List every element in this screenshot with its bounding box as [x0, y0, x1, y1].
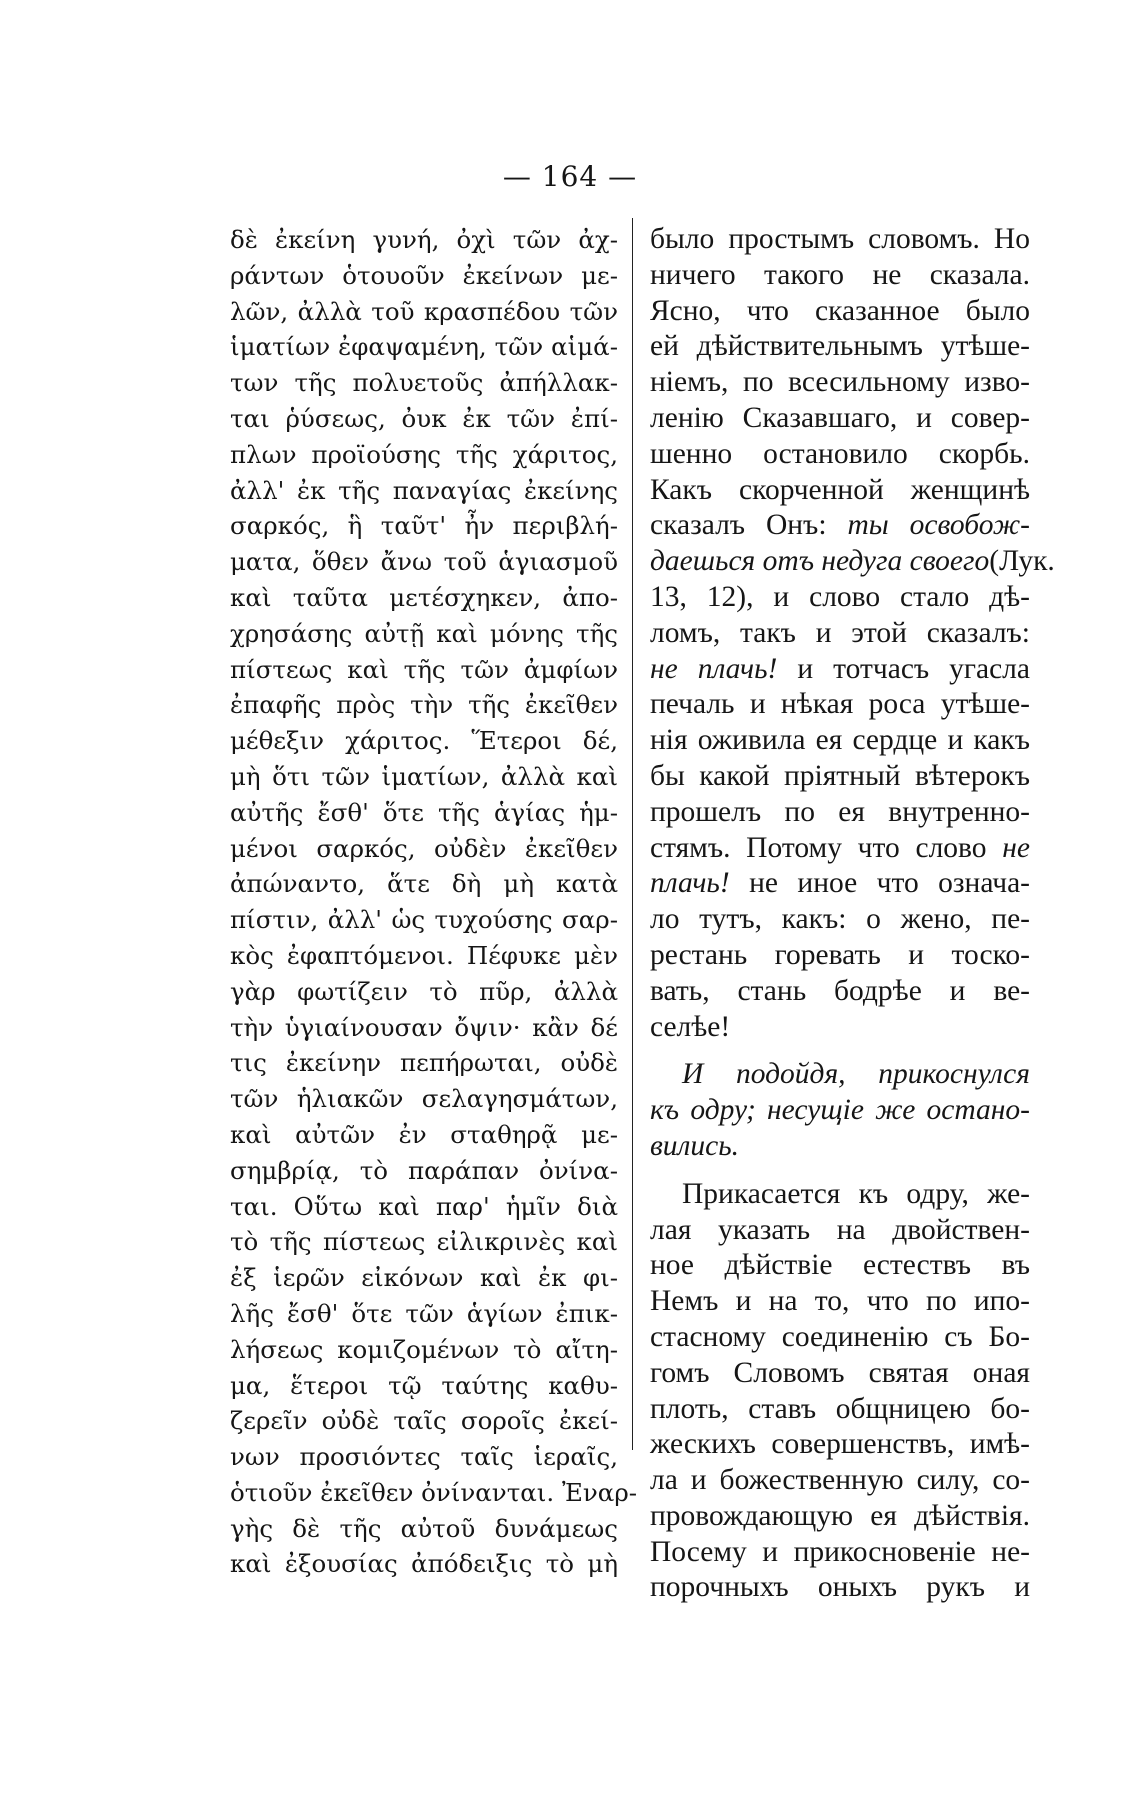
text-line: провождающую ея дѣйствія.: [650, 1499, 1030, 1532]
text-line: τις ἐκείνην πεπήρωται, οὐδὲ: [230, 1048, 618, 1078]
text-line: бы какой пріятный вѣтерокъ: [650, 759, 1030, 792]
russian-column: [650, 222, 1055, 1606]
text-line: λῆς ἔσθ' ὅτε τῶν ἁγίων ἐπικ-: [230, 1298, 618, 1328]
text-line: ло тутъ, какъ: о жено, пе-: [650, 903, 1030, 936]
text-line: шенно остановило скорбь.: [650, 437, 1030, 470]
text-line: λήσεως κομιζομένων τὸ αἴτη-: [230, 1334, 618, 1364]
text-line: селѣе!: [650, 1010, 731, 1043]
greek-column: [230, 222, 638, 1582]
text-line: [650, 652, 1030, 688]
text-line: τὴν ὑγιαίνουσαν ὄψιν· κἂν δέ: [230, 1012, 618, 1042]
text-line: ніемъ, по всесильному изво-: [650, 366, 1030, 399]
text-line: ται. Οὕτω καὶ παρ' ἡμῖν διὰ: [230, 1191, 618, 1221]
text-line: гомъ Словомъ святая оная: [650, 1356, 1030, 1389]
text-line: ὁτιοῦν ἐκεῖθεν ὀνίνανται. Ἐναρ-: [230, 1477, 638, 1507]
text-line: χρησάσης αὐτῇ καὶ μόνης τῆς: [230, 618, 618, 648]
text-run: и тотчасъ угасла: [797, 652, 1030, 685]
text-line: καὶ ταῦτα μετέσχηκεν, ἀπο-: [230, 582, 618, 612]
text-line: γὴς δὲ τῆς αὐτοῦ δυνάμεως: [230, 1513, 618, 1543]
italic-quote: не плачь!: [650, 652, 778, 685]
column-divider: [632, 218, 633, 1450]
text-line: πίστεως καὶ τῆς τῶν ἀμφίων: [230, 654, 618, 684]
text-line: σημβρίᾳ, τὸ παράπαν ὀνίνα-: [230, 1155, 618, 1185]
text-run: не иное что означа-: [749, 867, 1030, 900]
text-line: πίστιν, ἀλλ' ὡς τυχούσης σαρ-: [230, 905, 618, 935]
text-line: Ясно, что сказанное было: [650, 294, 1030, 327]
text-line: καὶ αὐτῶν ἐν σταθηρᾷ με-: [230, 1119, 618, 1149]
text-line: ленію Сказавшаго, и совер-: [650, 401, 1030, 434]
text-line: ломъ, такъ и этой сказалъ:: [650, 616, 1030, 649]
italic-quote: не: [1002, 831, 1031, 864]
italic-quote: даешься отъ недуга своего: [650, 545, 990, 578]
text-line: Какъ скорченной женщинѣ: [650, 473, 1030, 506]
text-line: ное дѣйствіе естествъ въ: [650, 1249, 1030, 1282]
text-line: [650, 544, 1055, 580]
text-line: Немъ и на то, что по ипо-: [650, 1285, 1030, 1318]
text-line: ей дѣйствительнымъ утѣше-: [650, 330, 1030, 363]
text-line: τὸ τῆς πίστεως εἰλικρινὲς καὶ: [230, 1227, 618, 1257]
paragraph-gap: [650, 1165, 1030, 1177]
text-line: νων προσιόντες ταῖς ἱεραῖς,: [230, 1442, 618, 1472]
text-line: ничего такого не сказала.: [650, 258, 1030, 291]
text-line: αὐτῆς ἔσθ' ὅτε τῆς ἁγίας ἡμ-: [230, 797, 618, 827]
text-line: [650, 866, 1030, 902]
text-line: γὰρ φωτίζειν τὸ πῦρ, ἀλλὰ: [230, 976, 618, 1006]
text-line: вать, стань бодрѣе и ве-: [650, 974, 1030, 1007]
text-line: жескихъ совершенствъ, имѣ-: [650, 1428, 1030, 1461]
text-line: порочныхъ оныхъ рукъ и: [650, 1571, 1030, 1604]
text-line: нія оживила ея сердце и какъ: [650, 724, 1030, 757]
text-line: τῶν ἡλιακῶν σελαγησμάτων,: [230, 1084, 618, 1114]
text-line: σαρκός, ἣ ταῦτ' ἦν περιβλή-: [230, 511, 618, 541]
text-line: [650, 831, 1030, 867]
text-line: печаль и нѣкая роса утѣше-: [650, 688, 1030, 721]
text-line: μένοι σαρκός, οὐδὲν ἐκεῖθεν: [230, 833, 618, 863]
text-line: [650, 508, 1030, 544]
text-run: стямъ. Потому что слово: [650, 831, 987, 864]
text-line: δὲ ἐκείνη γυνή, ὀχὶ τῶν ἀχ-: [230, 225, 618, 254]
scripture-reference: (Лук.: [989, 545, 1055, 578]
text-line: лая указать на двойствен-: [650, 1213, 1030, 1246]
gospel-verse-line: И подойдя, прикоснулся: [682, 1058, 1030, 1091]
text-line: μα, ἕτεροι τῷ ταύτης καθυ-: [230, 1370, 618, 1400]
text-line: καὶ ἐξουσίας ἀπόδειξις τὸ μὴ: [230, 1549, 618, 1579]
text-line: κὸς ἐφαπτόμενοι. Πέφυκε μὲν: [230, 940, 618, 970]
text-line: Прикасается къ одру, же-: [682, 1177, 1030, 1210]
text-line: Посему и прикосновеніе не-: [650, 1535, 1030, 1568]
text-line: μέθεξιν χάριτος. Ἕτεροι δέ,: [230, 726, 618, 756]
text-line: рестань горевать и тоско-: [650, 938, 1030, 971]
text-line: ἀλλ' ἐκ τῆς παναγίας ἐκείνης: [230, 475, 618, 505]
paragraph-gap: [650, 1045, 1030, 1057]
text-line: ἀπώναντο, ἅτε δὴ μὴ κατὰ: [230, 869, 618, 899]
text-line: μὴ ὅτι τῶν ἱματίων, ἀλλὰ καὶ: [230, 761, 618, 791]
italic-quote: ты освобож-: [847, 509, 1030, 542]
gospel-verse-line: къ одру; несущіе же остано-: [650, 1094, 1030, 1127]
text-run: сказалъ Онъ:: [650, 509, 827, 542]
text-line: прошелъ по ея внутренно-: [650, 795, 1030, 828]
text-line: λῶν, ἀλλὰ τοῦ κρασπέδου τῶν: [230, 296, 618, 326]
text-line: ράντων ὁτουοῦν ἐκείνων με-: [230, 260, 618, 290]
text-line: ἐπαφῆς πρὸς τὴν τῆς ἐκεῖθεν: [230, 690, 618, 720]
italic-quote: плачь!: [650, 867, 730, 900]
text-line: πλων προϊούσης τῆς χάριτος,: [230, 439, 618, 469]
gospel-verse-line: вились.: [650, 1129, 740, 1162]
text-line: ματα, ὅθεν ἄνω τοῦ ἁγιασμοῦ: [230, 547, 618, 577]
text-line: 13, 12), и слово стало дѣ-: [650, 580, 1030, 613]
text-line: ла и божественную силу, со-: [650, 1464, 1030, 1497]
text-line: ται ῥύσεως, ὀυκ ἐκ τῶν ἐπί-: [230, 403, 618, 433]
text-line: плоть, ставъ общницею бо-: [650, 1392, 1030, 1425]
text-line: ζερεῖν οὐδὲ ταῖς σοροῖς ἐκεί-: [230, 1406, 618, 1436]
text-line: ἱματίων ἐφαψαμένη, τῶν αἱμά-: [230, 332, 618, 362]
text-line: ἐξ ἱερῶν εἰκόνων καὶ ἐκ φι-: [230, 1263, 618, 1293]
page-number: — 164 —: [502, 160, 638, 193]
text-line: было простымъ словомъ. Но: [650, 223, 1030, 255]
text-line: των τῆς πολυετοῦς ἀπήλλακ-: [230, 368, 618, 398]
text-line: стасному соединенію съ Бо-: [650, 1320, 1030, 1353]
